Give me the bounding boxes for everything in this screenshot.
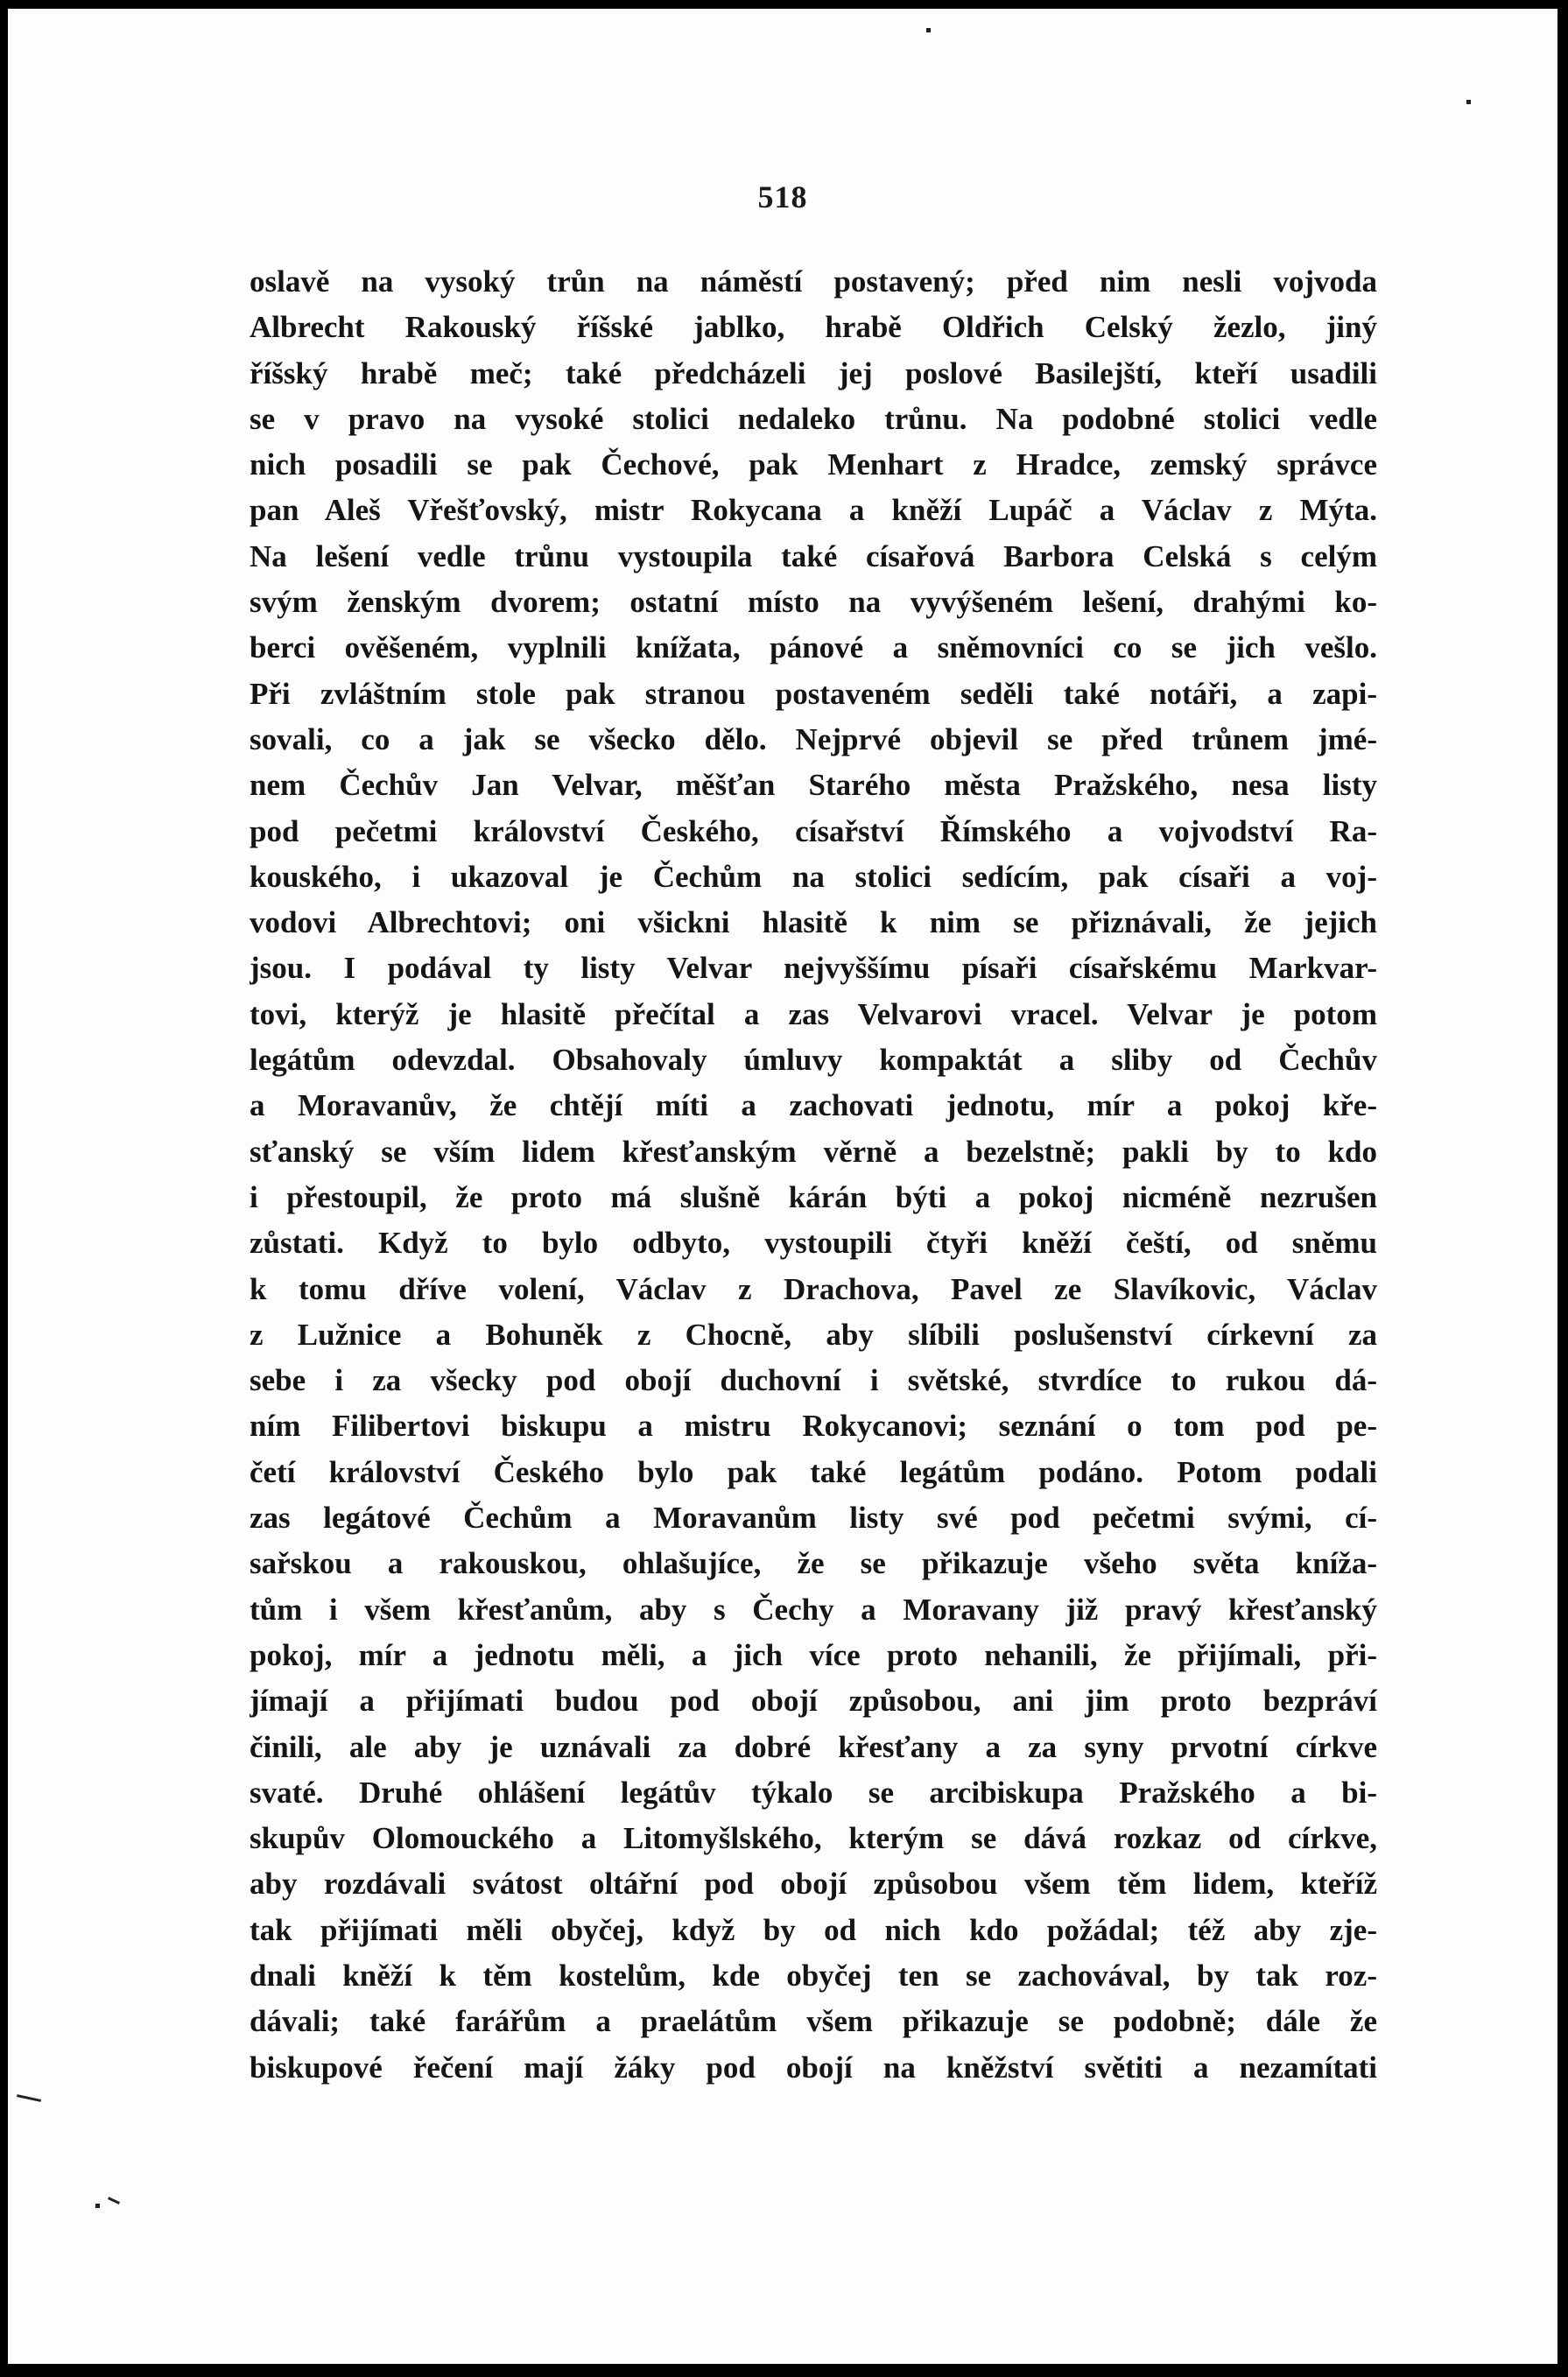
text-line: i přestoupil, že proto má slušně kárán býti a pokoj nicméně nezrušen xyxy=(250,1179,1377,1214)
book-page xyxy=(8,9,1557,2364)
text-line: jímají a přijímati budou pod obojí způsobou, ani jim proto bezpráví xyxy=(250,1684,1377,1719)
text-line: a Moravanův, že chtějí míti a zachovati jednotu, mír a pokoj kře- xyxy=(250,1088,1377,1123)
scan-speck xyxy=(1466,100,1471,104)
text-line: zas legátové Čechům a Moravanům listy své pod pečetmi svými, cí- xyxy=(250,1501,1377,1536)
scan-speck xyxy=(108,2197,120,2205)
text-line: sťanský se vším lidem křesťanským věrně a bezelstně; pakli by to kdo xyxy=(250,1134,1377,1169)
text-line: Na lešení vedle trůnu vystoupila také císařová Barbora Celská s celým xyxy=(250,538,1377,573)
text-line: říšský hrabě meč; také předcházeli jej poslové Basilejští, kteří usadili xyxy=(250,355,1377,390)
text-line: sovali, co a jak se všecko dělo. Nejprvé objevil se před trůnem jmé- xyxy=(250,721,1377,756)
text-line: vodovi Albrechtovi; oni všickni hlasitě k nim se přiznávali, že jejich xyxy=(250,905,1377,940)
text-line: pod pečetmi království Českého, císařství Římského a vojvodství Ra- xyxy=(250,813,1377,848)
text-line: tovi, kterýž je hlasitě přečítal a zas Velvarovi vracel. Velvar je potom xyxy=(250,996,1377,1031)
text-line: ním Filibertovi biskupu a mistru Rokycanovi; seznání o tom pod pe- xyxy=(250,1409,1377,1444)
text-line: legátům odevzdal. Obsahovaly úmluvy kompaktát a sliby od Čechův xyxy=(250,1043,1377,1078)
text-line: svaté. Druhé ohlášení legátův týkalo se arcibiskupa Pražského a bi- xyxy=(250,1775,1377,1810)
text-line: svým ženským dvorem; ostatní místo na vyvýšeném lešení, drahými ko- xyxy=(250,585,1377,620)
text-line: pokoj, mír a jednotu měli, a jich více proto nehanili, že přijímali, při- xyxy=(250,1637,1377,1672)
text-line: k tomu dříve volení, Václav z Drachova, Pavel ze Slavíkovic, Václav xyxy=(250,1271,1377,1306)
text-line: zůstati. Když to bylo odbyto, vystoupili čtyři kněží čeští, od sněmu xyxy=(250,1226,1377,1261)
text-line: sebe i za všecky pod obojí duchovní i světské, stvrdíce to rukou dá- xyxy=(250,1363,1377,1398)
text-line: sařskou a rakouskou, ohlašujíce, že se přikazuje všeho světa kníža- xyxy=(250,1546,1377,1581)
page-number: 518 xyxy=(757,179,808,214)
text-line: aby rozdávali svátost oltářní pod obojí způsobou všem těm lidem, kteříž xyxy=(250,1867,1377,1902)
text-line: berci ověšeném, vyplnili knížata, pánové a sněmovníci co se jich vešlo. xyxy=(250,630,1377,665)
scan-speck xyxy=(17,2094,41,2102)
body-text xyxy=(250,259,1377,2091)
text-line: se v pravo na vysoké stolici nedaleko trůnu. Na podobné stolici vedle xyxy=(250,401,1377,436)
text-line: nem Čechův Jan Velvar, měšťan Starého města Pražského, nesa listy xyxy=(250,768,1377,803)
scan-speck xyxy=(926,28,931,32)
text-line: tům i všem křesťanům, aby s Čechy a Moravany již pravý křesťanský xyxy=(250,1592,1377,1627)
text-line: dnali kněží k těm kostelům, kde obyčej ten se zachovával, by tak roz- xyxy=(250,1958,1377,1993)
text-line: tak přijímati měli obyčej, když by od nich kdo požádal; též aby zje- xyxy=(250,1912,1377,1947)
text-line: Při zvláštním stole pak stranou postaveném seděli také notáři, a zapi- xyxy=(250,676,1377,711)
scan-speck xyxy=(95,2204,100,2208)
text-line: kouského, i ukazoval je Čechům na stolici sedícím, pak císaři a voj- xyxy=(250,859,1377,894)
text-line: skupův Olomouckého a Litomyšlského, kterým se dává rozkaz od církve, xyxy=(250,1821,1377,1856)
text-line: činili, ale aby je uznávali za dobré křesťany a za syny prvotní církve xyxy=(250,1729,1377,1764)
text-line: oslavě na vysoký trůn na náměstí postavený; před nim nesli vojvoda xyxy=(250,264,1377,299)
text-line: nich posadili se pak Čechové, pak Menhart z Hradce, zemský správce xyxy=(250,447,1377,482)
text-line: četí království Českého bylo pak také legátům podáno. Potom podali xyxy=(250,1454,1377,1489)
text-line: jsou. I podával ty listy Velvar nejvyššímu písaři císařskému Markvar- xyxy=(250,951,1377,986)
text-line: dávali; také farářům a praelátům všem přikazuje se podobně; dále že xyxy=(250,2004,1377,2039)
text-line: pan Aleš Vřešťovský, mistr Rokycana a kněží Lupáč a Václav z Mýta. xyxy=(250,493,1377,528)
text-line: biskupové řečení mají žáky pod obojí na kněžství světiti a nezamítati xyxy=(250,2050,1377,2085)
text-line: Albrecht Rakouský říšské jablko, hrabě Oldřich Celský žezlo, jiný xyxy=(250,310,1377,345)
text-line: z Lužnice a Bohuněk z Chocně, aby slíbili poslušenství církevní za xyxy=(250,1317,1377,1352)
